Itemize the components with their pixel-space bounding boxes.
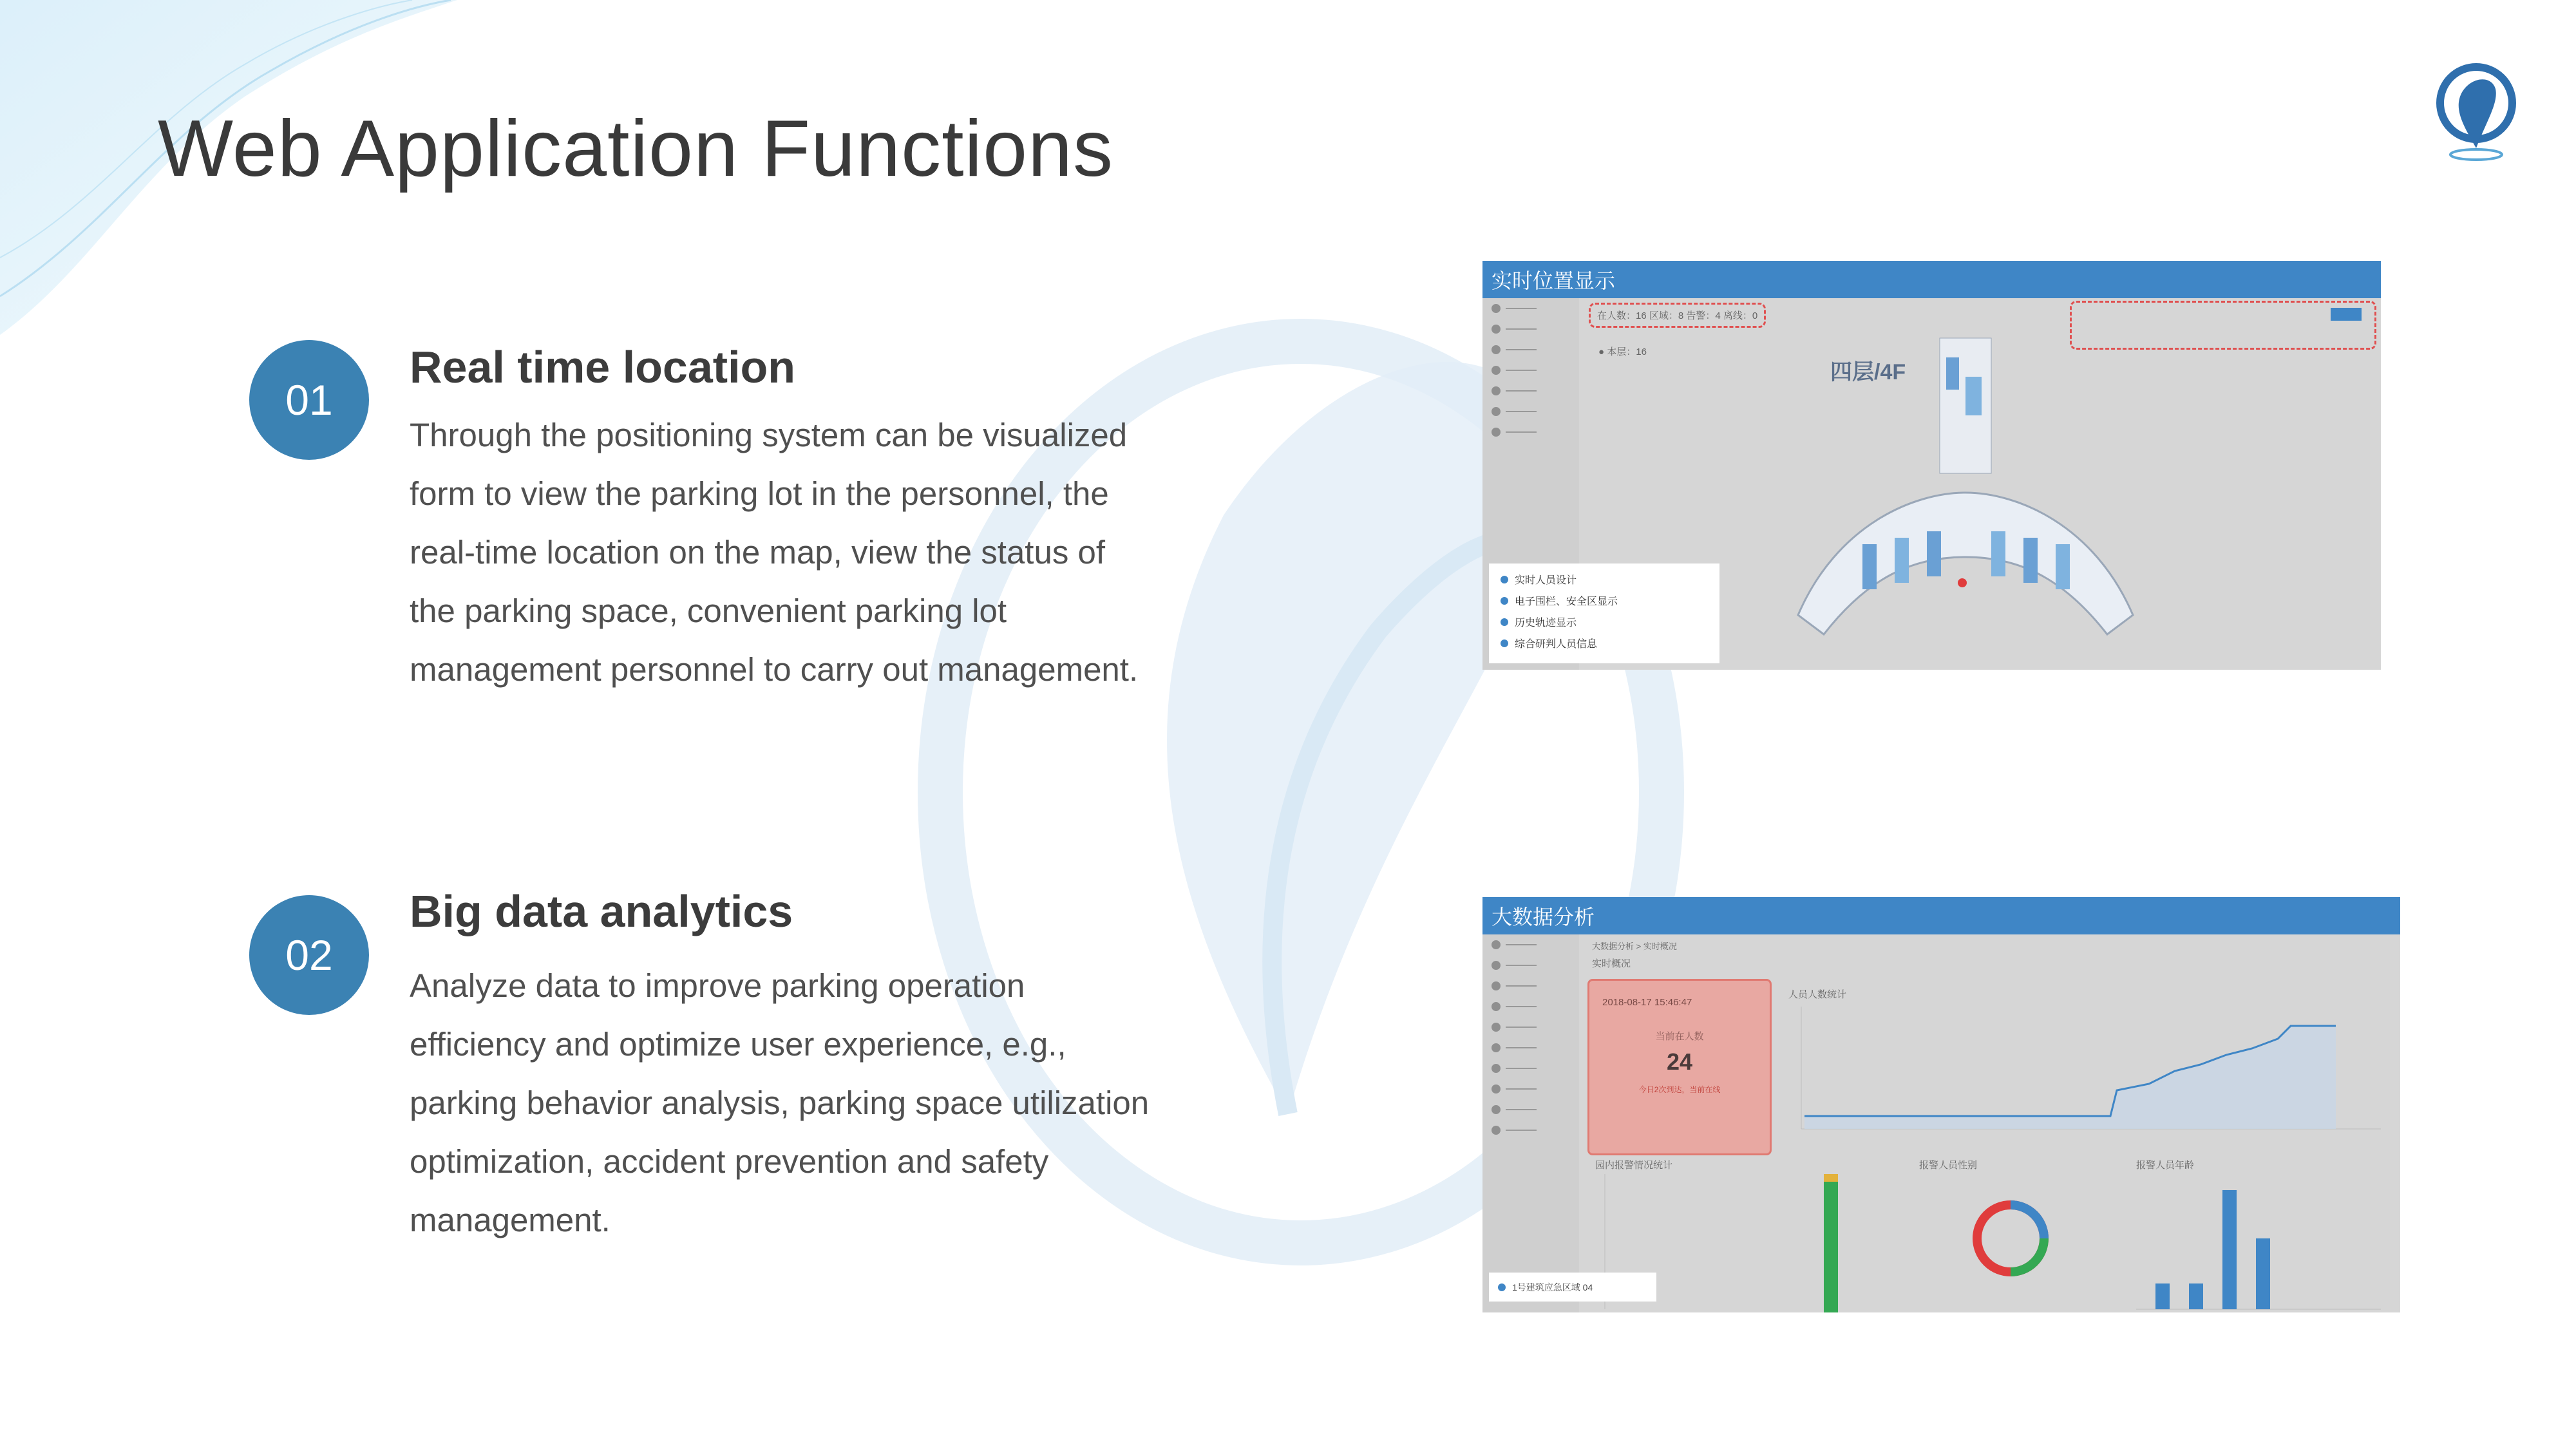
people-count-line-chart (1788, 1000, 2384, 1148)
panel-title: 园内报警情况统计 (1595, 1160, 1673, 1171)
floor-map (1785, 332, 2146, 667)
sidebar-item: ——— (1482, 1058, 1579, 1079)
description-line: real-time location on the map, view the status of (410, 534, 1106, 571)
screenshot-realtime-location (1482, 261, 2381, 670)
screenshot-big-data-analytics (1482, 897, 2400, 1312)
sidebar-item: ——— (1482, 1037, 1579, 1058)
panel-title: 人员人数统计 (1788, 989, 1847, 1000)
description-line: management. (410, 1202, 611, 1238)
section-number-badge: 02 (249, 895, 369, 1015)
sidebar-item: ——— (1482, 401, 1579, 422)
floor-count: ● 本层：16 (1598, 346, 1647, 357)
legend-item: 综合研判人员信息 (1501, 632, 1708, 654)
description-line: Analyze data to improve parking operation (410, 967, 1025, 1004)
sidebar-item: ——— (1482, 1079, 1579, 1099)
screenshot-header: 大数据分析 (1482, 897, 2400, 934)
description-line: form to view the parking lot in the personnel, the (410, 475, 1109, 512)
description-line: the parking space, convenient parking lot (410, 592, 1007, 629)
legend-item: 电子围栏、安全区显示 (1501, 590, 1708, 611)
sidebar-item: ——— (1482, 996, 1579, 1017)
panel-title: 报警人员年龄 (2136, 1160, 2195, 1171)
panel-title: 报警人员性别 (1919, 1160, 1978, 1171)
breadcrumb: 大数据分析 > 实时概况 (1592, 942, 1677, 951)
map-legend (1489, 564, 1719, 663)
sidebar-item: ——— (1482, 1017, 1579, 1037)
card-subtext: 今日2次到达，当前在线 (1638, 1085, 1721, 1094)
legend-item: 历史轨迹显示 (1501, 611, 1708, 632)
brand-logo-icon (2428, 52, 2524, 167)
section-heading: Big data analytics (410, 886, 793, 936)
card-time: 2018-08-17 15:46:47 (1602, 997, 1692, 1008)
description-line: optimization, accident prevention and safety (410, 1143, 1049, 1180)
screenshot-header: 实时位置显示 (1482, 261, 2381, 298)
sidebar-item: ——— (1482, 422, 1579, 442)
sidebar-item: ——— (1482, 339, 1579, 360)
sidebar-item: ——— (1482, 360, 1579, 381)
section-heading: Real time location (410, 342, 796, 392)
section-number-badge: 01 (249, 340, 369, 460)
sidebar (1482, 934, 1579, 1312)
sidebar-item: ——— (1482, 1099, 1579, 1120)
legend-item: 实时人员设计 (1501, 569, 1708, 590)
description-line: management personnel to carry out management. (410, 651, 1139, 688)
card-label: 当前在人数 (1655, 1031, 1704, 1042)
sidebar-item: ——— (1482, 976, 1579, 996)
section-description (410, 406, 1240, 699)
sidebar-item: ——— (1482, 1120, 1579, 1141)
page-title: Web Application Functions (158, 104, 1113, 193)
description-line: parking behavior analysis, parking space utilization (410, 1084, 1150, 1121)
card-value: 24 (1666, 1048, 1693, 1075)
current-count-card (1587, 979, 1772, 1155)
sidebar-item: ——— (1482, 934, 1579, 955)
sidebar-item: ——— (1482, 955, 1579, 976)
search-button (2331, 308, 2362, 321)
sidebar-item: ——— (1482, 298, 1579, 319)
alarm-age-bar-chart (2130, 1174, 2387, 1312)
section-description (410, 956, 1240, 1249)
description-line: efficiency and optimize user experience, e.g., (410, 1026, 1066, 1063)
alarm-gender-donut-chart (1959, 1187, 2062, 1290)
sidebar-item: ——— (1482, 319, 1579, 339)
sidebar-item: ——— (1482, 381, 1579, 401)
floor-label: 四层/4F (1830, 360, 1906, 384)
section-title: 实时概况 (1592, 958, 1631, 969)
stats-bar: 在人数：16 区域：8 告警：4 离线：0 (1589, 303, 1766, 328)
analytics-legend: 1号建筑应急区域 04 (1489, 1273, 1656, 1302)
description-line: Through the positioning system can be visualized (410, 417, 1128, 453)
